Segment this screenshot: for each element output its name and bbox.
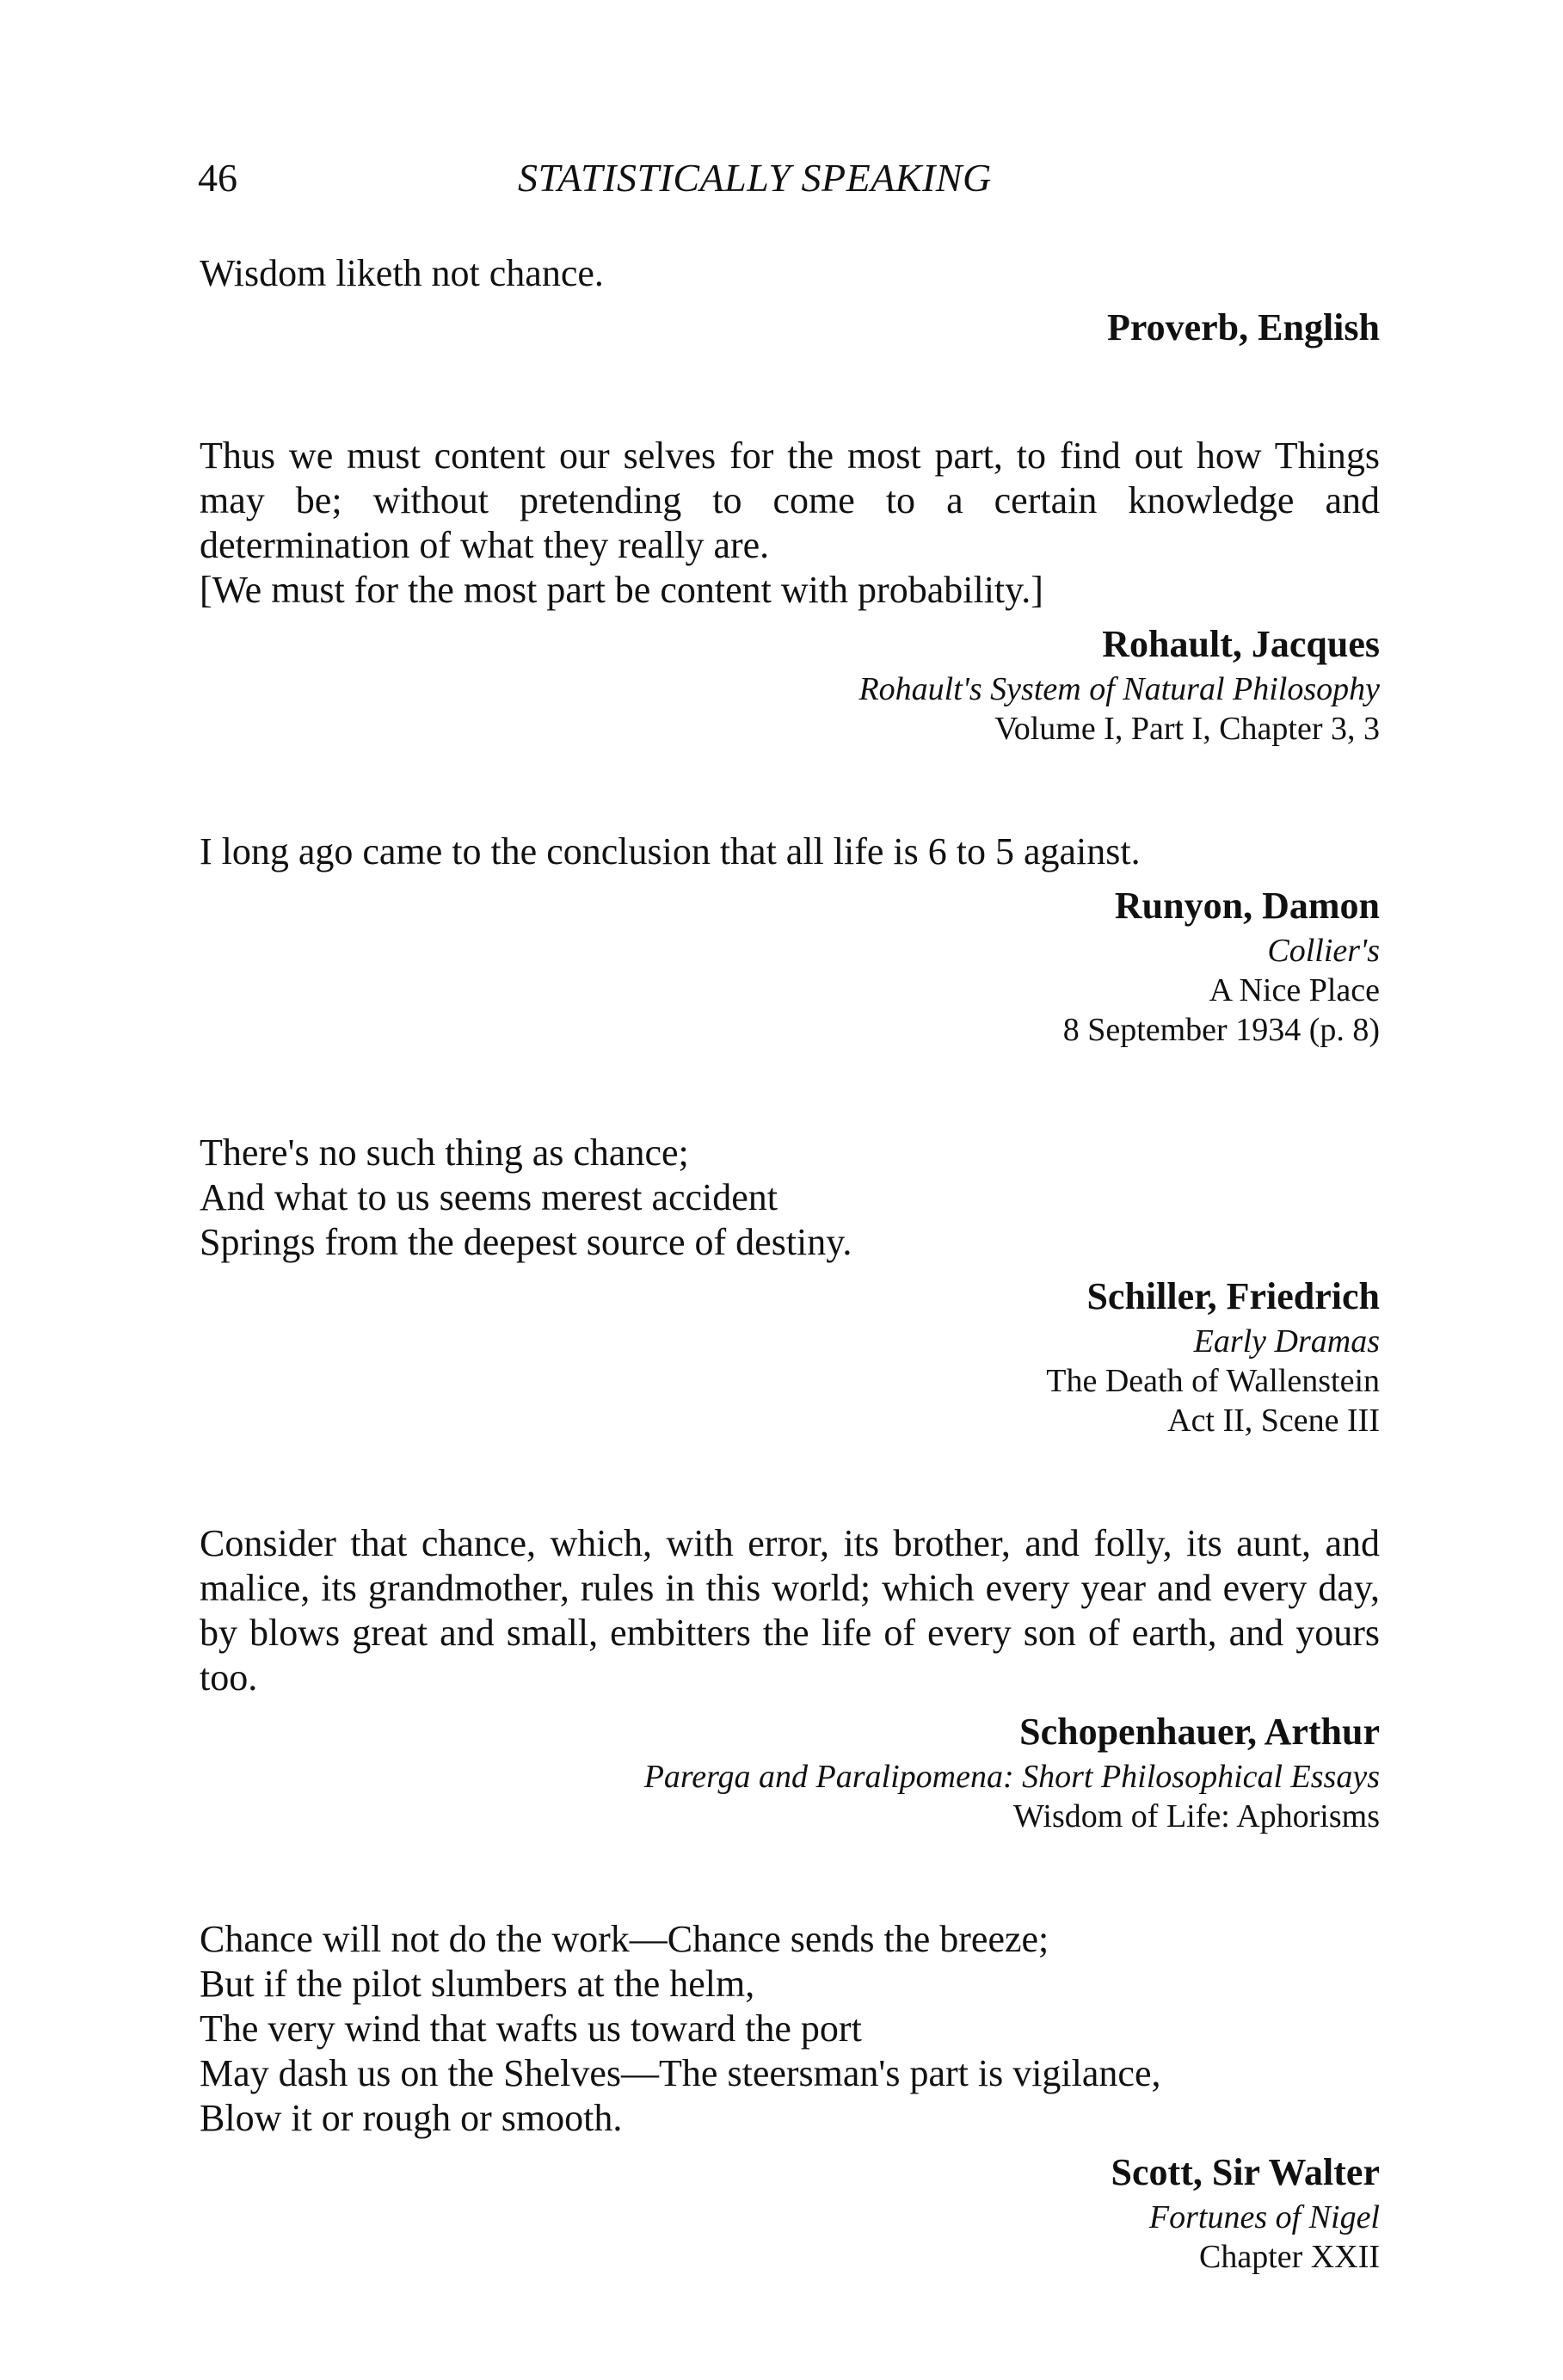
- quote-text: [200, 829, 1380, 874]
- quote-author: Scott, Sir Walter: [1111, 2151, 1380, 2193]
- quotation-entry: [200, 1521, 1380, 1836]
- quote-line: Springs from the deepest source of destiny.: [200, 1221, 852, 1263]
- quotation-entry: [200, 251, 1380, 351]
- attribution: [200, 621, 1380, 749]
- attribution: [200, 1273, 1380, 1440]
- quote-work: Rohault's System of Natural Philosophy: [858, 671, 1380, 707]
- quote-detail: A Nice Place: [1209, 972, 1380, 1008]
- attribution: [200, 305, 1380, 351]
- quotation-list: [200, 251, 1380, 2277]
- quote-line: There's no such thing as chance;: [200, 1131, 689, 1174]
- attribution: [200, 2149, 1380, 2277]
- quote-note: [We must for the most part be content with probability.]: [200, 569, 1043, 611]
- quote-text: [200, 1917, 1380, 2141]
- attribution: [200, 1709, 1380, 1836]
- quote-line: But if the pilot slumbers at the helm,: [200, 1963, 755, 2005]
- quote-author: Schiller, Friedrich: [1086, 1275, 1380, 1317]
- running-title: STATISTICALLY SPEAKING: [518, 156, 992, 200]
- quote-line: And what to us seems merest accident: [200, 1176, 778, 1218]
- quote-detail: Act II, Scene III: [1167, 1403, 1380, 1439]
- quote-author: Proverb, English: [1106, 306, 1380, 348]
- quote-detail: Chapter XXII: [1199, 2239, 1380, 2275]
- quotation-entry: [200, 829, 1380, 1050]
- quote-author: Runyon, Damon: [1114, 885, 1380, 927]
- quote-detail: The Death of Wallenstein: [1046, 1363, 1380, 1399]
- quote-text: Thus we must content our selves for the most part, to find out how Things may be; without pretending to come to a certain knowledge and determination of what they really are.: [200, 435, 1380, 566]
- quote-detail: Volume I, Part I, Chapter 3, 3: [994, 711, 1380, 747]
- quote-line: Chance will not do the work—Chance sends the breeze;: [200, 1918, 1049, 1960]
- attribution: [200, 883, 1380, 1050]
- quote-work: Early Dramas: [1193, 1323, 1380, 1360]
- quote-line: I long ago came to the conclusion that all life is 6 to 5 against.: [200, 830, 1141, 872]
- quote-line: The very wind that wafts us toward the port: [200, 2007, 862, 2050]
- quote-text: [200, 251, 1380, 296]
- quote-line: Blow it or rough or smooth.: [200, 2097, 623, 2139]
- quotation-entry: [200, 1131, 1380, 1440]
- page-number: 46: [198, 156, 237, 200]
- quote-text: Consider that chance, which, with error, its brother, and folly, its aunt, and malice, its grandmother, rules in this world; which every year and every day, by blows great and small, embitters the life of every son of earth, and yours too.: [200, 1522, 1380, 1699]
- quote-author: Schopenhauer, Arthur: [1019, 1711, 1380, 1753]
- quote-work: Parerga and Paralipomena: Short Philosophical Essays: [643, 1759, 1380, 1795]
- quotation-entry: [200, 434, 1380, 749]
- quotation-entry: [200, 1917, 1380, 2277]
- quote-line: Wisdom liketh not chance.: [200, 252, 604, 294]
- page-header: [198, 158, 1402, 210]
- quote-text: [200, 1131, 1380, 1265]
- quote-work: Fortunes of Nigel: [1148, 2199, 1380, 2235]
- quote-work: Collier's: [1267, 933, 1380, 969]
- quote-author: Rohault, Jacques: [1102, 623, 1380, 665]
- quote-line: May dash us on the Shelves—The steersman's part is vigilance,: [200, 2052, 1161, 2094]
- quote-detail: 8 September 1934 (p. 8): [1062, 1012, 1380, 1048]
- quote-detail: Wisdom of Life: Aphorisms: [1013, 1798, 1380, 1834]
